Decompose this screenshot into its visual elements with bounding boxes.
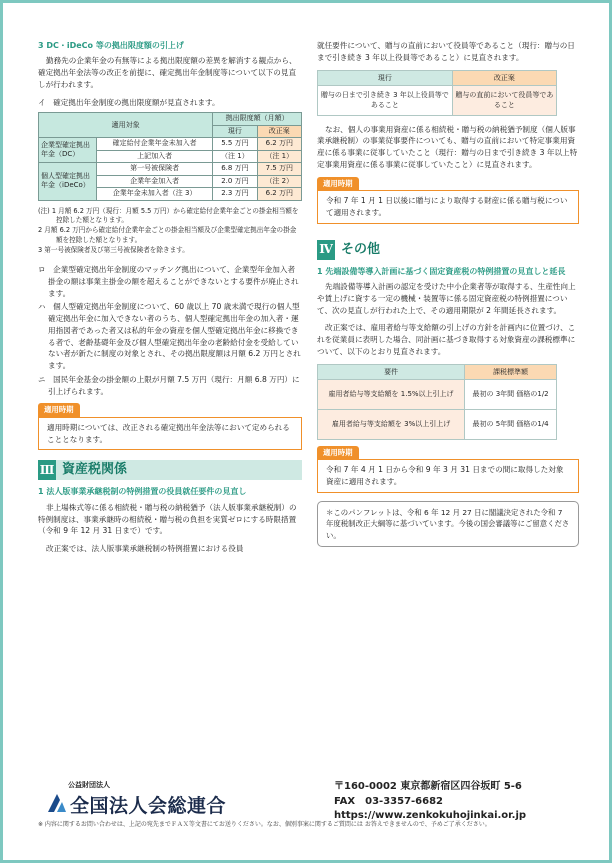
item-ni: ニ 国民年金基金の掛金額の上限が月額 7.5 万円（現行：月額 6.8 万円）に引上げられます。 [38,374,300,396]
col-limit: 拠出限度額（月額） [213,113,302,125]
row-current: 6.8 万円 [213,163,257,175]
paragraph-2: なお、個人の事業用資産に係る相続税・贈与税の納税猶予制度（個人版事業承継税制）の事業従事要件についても、贈与の直前において特定事業用資産に係る事業に従事していたこと（現行：贈与の日まで引き続き 3 年以上特定事業用資産に係る事業に従事していたこと）に見直されます。 [317,124,578,169]
table-row [39,163,302,175]
row-target: 企業年金未加入者（注 3） [97,188,213,200]
section-iv-number: Ⅳ [317,240,335,260]
note-2: 2 月額 6.2 万円から確定給付企業年金ごとの掛金相当額及び企業型確定拠出年金の掛金額を控除した額となります。 [38,226,297,245]
row-current: 2.0 万円 [213,175,257,187]
organization-logo-icon [46,792,68,814]
tekiyo-label: 適用時期 [38,403,80,416]
row-current: 5.5 万円 [213,138,257,150]
item-list [38,264,302,397]
cell-requirement: 雇用者給与等支給額を 3%以上引上げ [318,409,465,439]
pamphlet-note: ＊このパンフレットは、令和 6 年 12 月 27 日に閣議決定された令和 7 年度税制改正大綱等に基づいています。今後の国会審議等にご留意ください。 [317,501,579,547]
section-3-title: 3 DC・iDeCo 等の拠出限度額の引上げ [38,41,184,50]
officer-requirement-table [317,70,557,116]
section-3-paragraph: 勤務先の企業年金の有無等による拠出限度額の差異を解消する観点から、確定拠出年金法等の改正を前提に、確定拠出年金制度等について以下の見直しが行われます。 [38,56,297,89]
row-revised: 6.2 万円 [257,188,301,200]
table-row [318,85,557,115]
section-iv-title: その他 [335,240,579,260]
col-requirement: 要件 [318,364,465,379]
tekiyo-text: 令和 7 年 4 月 1 日から令和 9 年 3 月 31 日までの間に取得した対象資産に適用されます。 [317,459,579,493]
contact-block [334,780,526,824]
row-current: （注 1） [213,150,257,162]
row-revised: 6.2 万円 [257,138,301,150]
tekiyo-label: 適用時期 [317,177,359,190]
sub-item-i: イ 確定拠出年金制度の拠出限度額が見直されます。 [38,97,220,107]
section-iv-header [317,240,579,260]
group-dc: 企業型確定拠出年金（DC） [39,138,97,163]
row-target: 企業年金加入者 [97,175,213,187]
col-target: 適用対象 [39,113,213,138]
col-current: 現行 [318,70,453,85]
row-target: 上記加入者 [97,150,213,162]
contribution-limit-table [38,112,302,200]
row-target: 第一号被保険者 [97,163,213,175]
table-row [318,409,557,439]
section-iii-1-paragraph-1: 非上場株式等に係る相続税・贈与税の納税猶予（法人版事業承継税制）の特例制度は、事業承継時の相続税・贈与税の負担を実質ゼロにする時限措置（令和 9 年 12 月 31 日まで）です。 [38,502,297,536]
right-column [317,40,579,547]
row-revised: （注 1） [257,150,301,162]
table-notes [38,207,302,256]
col-revised: 改正案 [257,125,301,137]
cell-requirement: 雇用者給与等支給額を 1.5%以上引上げ [318,379,465,409]
row-target: 確定給付企業年金未加入者 [97,138,213,150]
section-iv-1-paragraph-2: 改正案では、雇用者給与等支給額の引上げの方針を計画内に位置づけ、これを従業員に表明した場合、同計画に基づき取得する対象資産の課税標準について、以下のとおり見直されます。 [317,323,576,356]
row-revised: （注 2） [257,175,301,187]
section-iii-1-title: 1 法人版事業承継税制の特例措置の役員就任要件の見直し [38,487,247,497]
row-current: 2.3 万円 [213,188,257,200]
tekiyo-block-2 [317,177,579,224]
section-iii-header [38,460,302,480]
item-ha: ハ 個人型確定拠出年金制度について、60 歳以上 70 歳未満で現行の個人型確定拠出年金に加入できない者のうち、個人型確定拠出年金の加入者・運用指図者であった者又は私的年金の資産を個人型確定拠出年金に移換できる者で、老齢基礎年金及び個人型確定拠出年金の老齢給付金を受給していない者が新たに制度の対象とされ、その拠出限度額は月額 6.2 万円とされます。 [38,302,301,371]
tekiyo-label: 適用時期 [317,446,359,459]
table-row [39,138,302,150]
fax: FAX 03-3357-6682 [334,795,444,807]
col-current: 現行 [213,125,257,137]
cell-revised: 贈与の直前において役員等であること [452,85,556,115]
org-name: 全国法人会総連合 [70,795,227,817]
section-iv-1-title: 1 先端設備等導入計画に基づく固定資産税の特例措置の見直しと延長 [317,266,566,276]
continued-paragraph: 就任要件について、贈与の直前において役員等であること（現行：贈与の日まで引き続き 3 年以上役員等であること）に見直されます。 [317,41,575,62]
note-1: (注) 1 月額 6.2 万円（現行：月額 5.5 万円）から確定給付企業年金ごとの掛金相当額を控除した額となります。 [38,206,299,225]
section-iii-1-paragraph-2: 改正案では、法人版事業承継税制の特例措置における役員 [46,544,244,554]
section-iii-title: 資産税関係 [56,460,302,480]
org-type: 公益財団法人 [68,781,110,789]
left-column [38,40,302,561]
section-iii-number: Ⅲ [38,460,56,480]
tax-standard-table [317,364,557,440]
cell-current: 贈与の日まで引き続き 3 年以上役員等であること [318,85,453,115]
tekiyo-text: 令和 7 年 1 月 1 日以後に贈与により取得する財産に係る贈与税について適用されます。 [317,190,579,224]
tekiyo-block-3 [317,446,579,493]
col-revised: 改正案 [452,70,556,85]
disclaimer: ※ 内容に関するお問い合わせは、上記の宛先までＦＡＸ等文書にてお送りください。なお、個別事案に関するご質問には お答えできませんので、予めご了承ください。 [38,821,491,828]
group-ideco: 個人型確定拠出年金（iDeCo） [39,163,97,200]
section-iv-1-paragraph-1: 先端設備等導入計画の認定を受けた中小企業者等が取得する、生産性向上や賃上げに資する一定の機械・装置等に係る固定資産税の特例措置について、次の見直しが行われた上で、その適用期限が 2 年間延長されます。 [317,282,576,315]
tekiyo-block-1 [38,403,302,450]
item-ro: ロ 企業型確定拠出年金制度のマッチング拠出について、企業型年金加入者掛金の額は事業主掛金の額を超えることができないとする要件が廃止されます。 [38,264,299,298]
cell-standard: 最初の 5年間 価格の1/4 [465,409,557,439]
row-revised: 7.5 万円 [257,163,301,175]
col-standard: 課税標準額 [465,364,557,379]
cell-standard: 最初の 3年間 価格の1/2 [465,379,557,409]
table-row [318,379,557,409]
website-link[interactable]: https://www.zenkokuhojinkai.or.jp [334,810,527,821]
tekiyo-text: 適用時期については、改正される確定拠出年金法等において定められることとなります。 [38,417,302,451]
note-3: 3 第一号被保険者及び第三号被保険者を除きます。 [38,246,189,255]
address: 〒160-0002 東京都新宿区四谷坂町 5-6 [334,781,522,792]
footer [38,778,578,838]
